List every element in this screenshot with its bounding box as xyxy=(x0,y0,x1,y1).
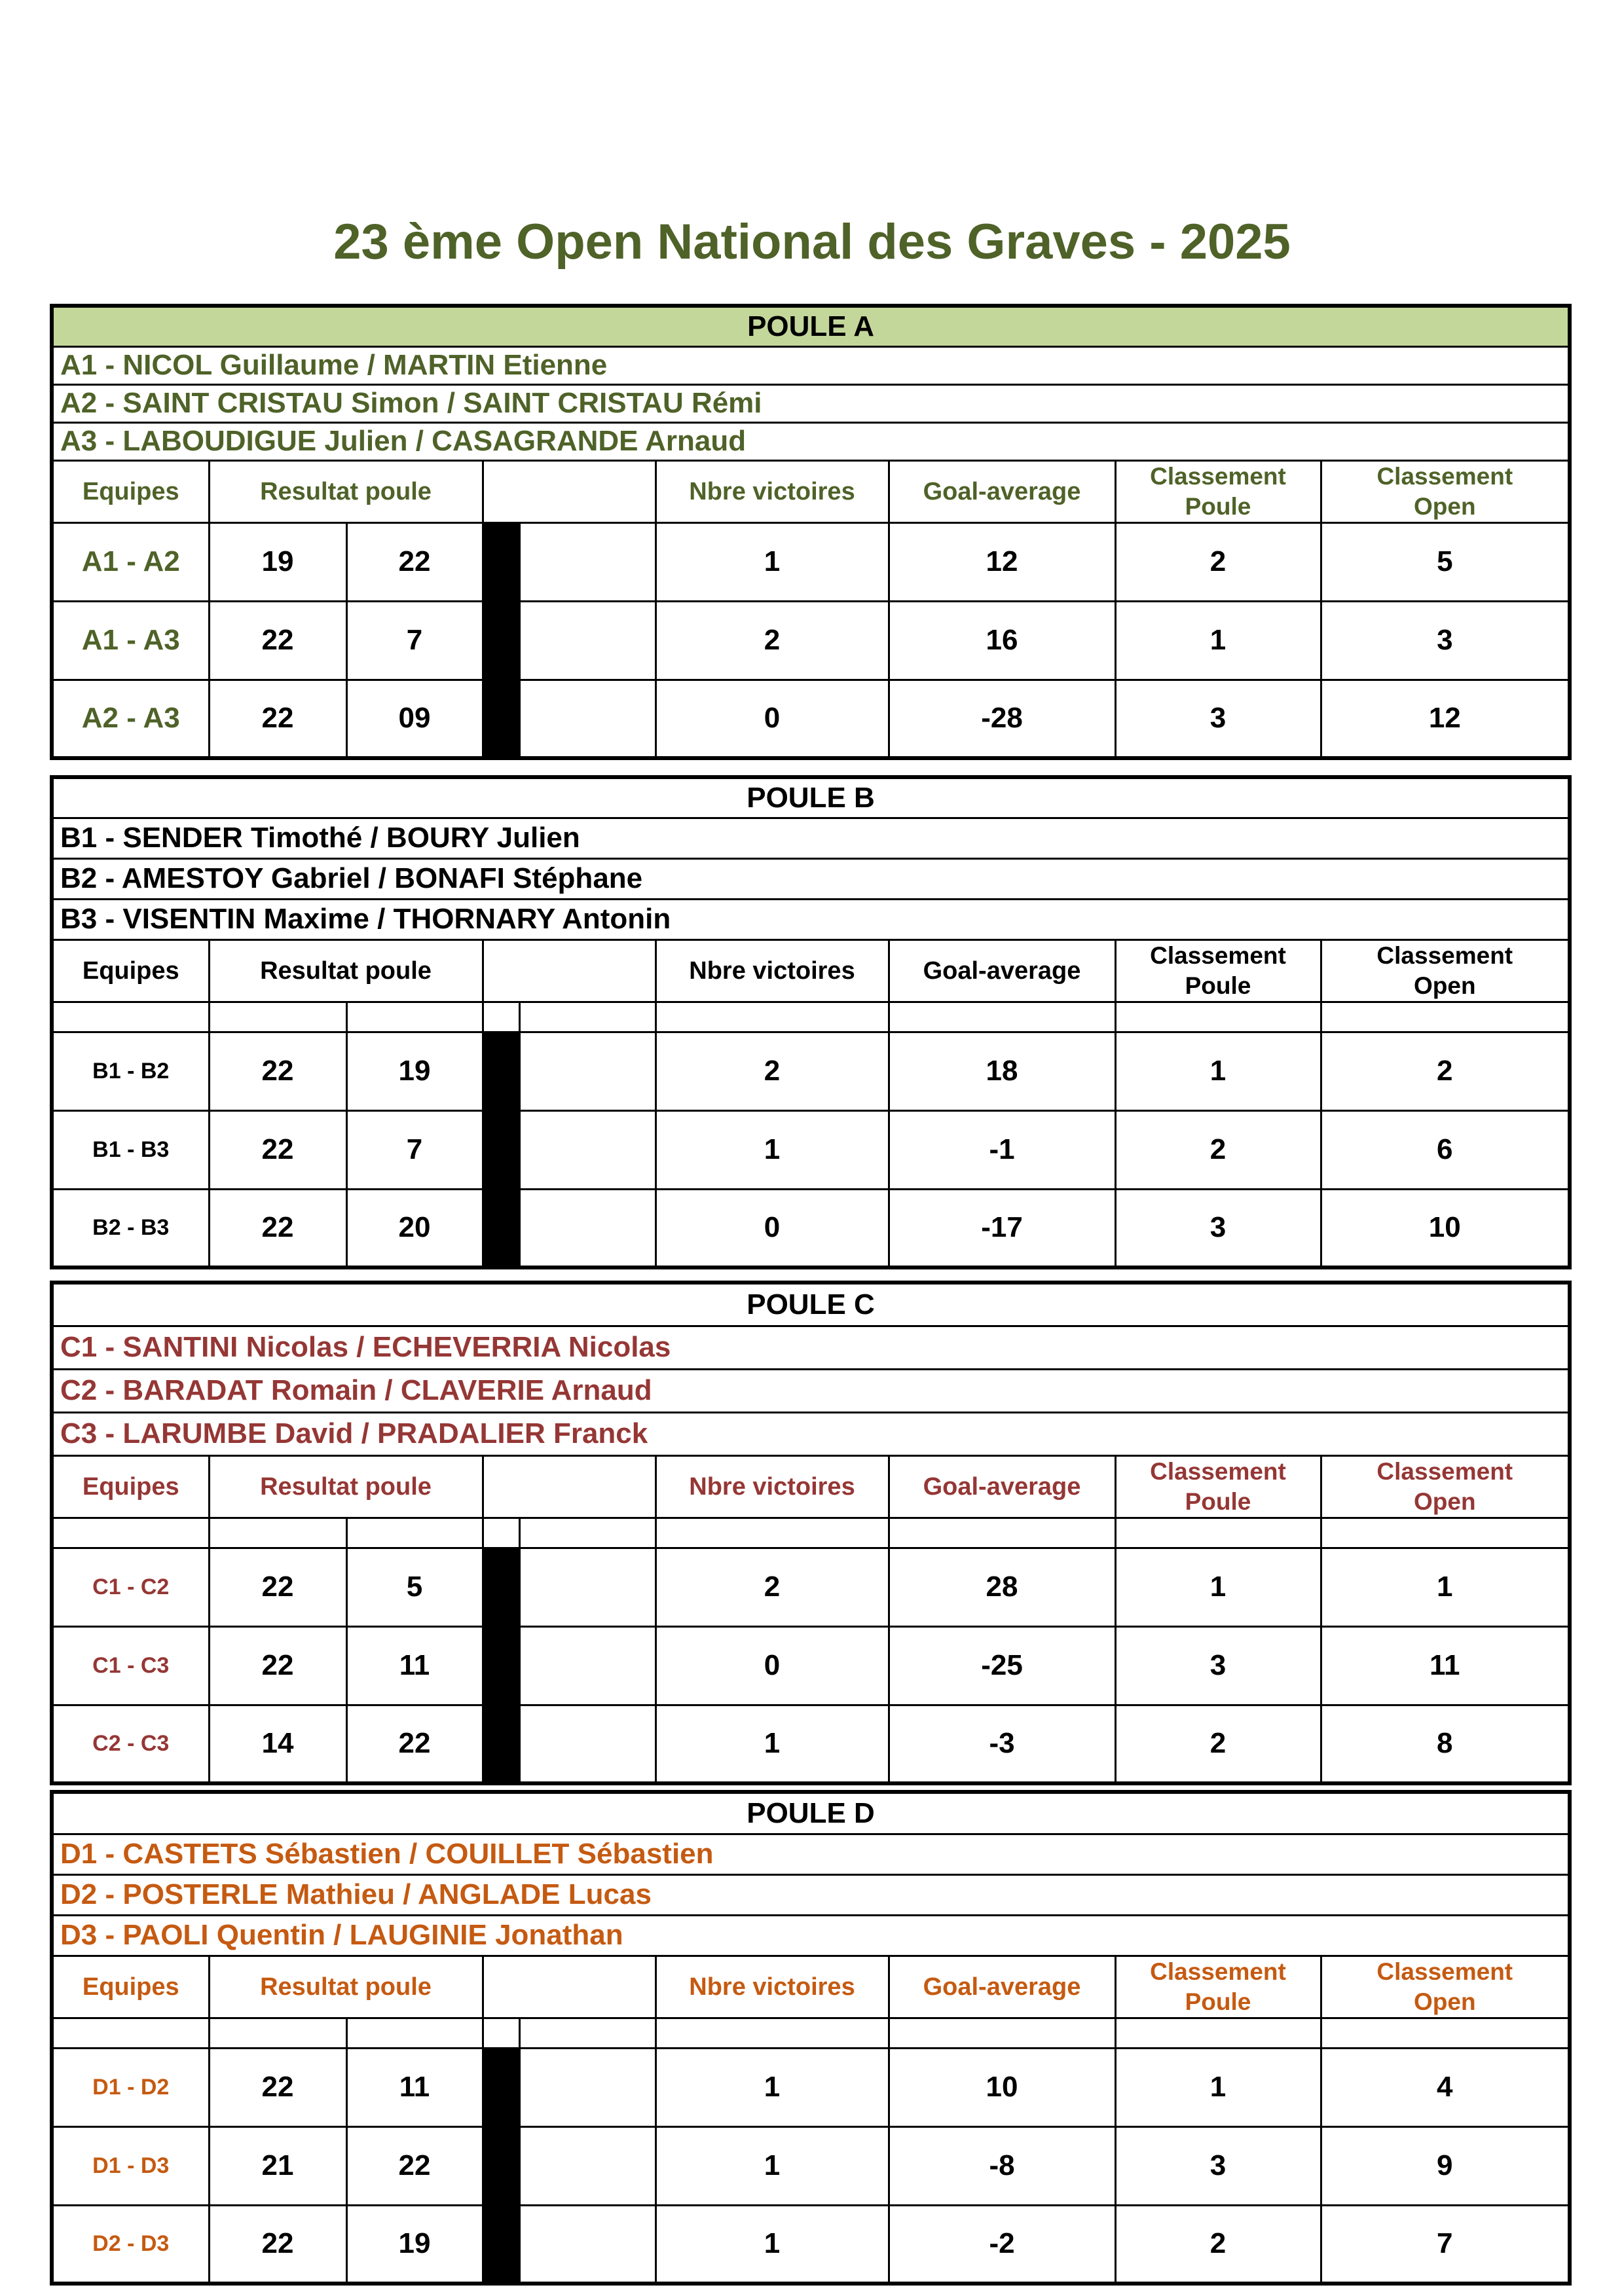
table-row xyxy=(52,2205,1570,2284)
header-classement-open: Classement Open xyxy=(1321,1455,1570,1518)
header-goal: Goal-average xyxy=(889,939,1115,1002)
header-victoires: Nbre victoires xyxy=(655,460,889,522)
score-1: 22 xyxy=(209,2205,346,2284)
score-1: 22 xyxy=(209,680,346,758)
match-label: C2 - C3 xyxy=(52,1705,209,1783)
victoires: 0 xyxy=(655,680,889,758)
goal-average: -28 xyxy=(889,680,1115,758)
match-label: A1 - A2 xyxy=(52,522,209,601)
black-separator xyxy=(483,1032,519,1110)
poule-a-title: POULE A xyxy=(52,306,1570,346)
header-classement-poule: Classement Poule xyxy=(1115,939,1321,1002)
header-goal: Goal-average xyxy=(889,1956,1115,2018)
table-row xyxy=(52,1032,1570,1110)
poule-a-team-1: A1 - NICOL Guillaume / MARTIN Etienne xyxy=(52,346,1570,384)
header-classement-open: Classement Open xyxy=(1321,1956,1570,2018)
victoires: 1 xyxy=(655,522,889,601)
score-1: 21 xyxy=(209,2126,346,2205)
black-separator xyxy=(483,680,519,758)
match-label: C1 - C3 xyxy=(52,1626,209,1705)
black-separator xyxy=(483,2205,519,2284)
empty-cell xyxy=(519,1705,655,1783)
header-empty xyxy=(483,939,655,1002)
table-row xyxy=(52,1626,1570,1705)
table-row xyxy=(52,680,1570,758)
score-2: 11 xyxy=(346,1626,483,1705)
match-label: B2 - B3 xyxy=(52,1189,209,1267)
classement-poule: 1 xyxy=(1115,2048,1321,2126)
empty-cell xyxy=(519,1110,655,1189)
classement-open: 5 xyxy=(1321,522,1570,601)
black-separator xyxy=(483,2048,519,2126)
poule-b xyxy=(50,775,1568,1261)
score-2: 09 xyxy=(346,680,483,758)
score-1: 19 xyxy=(209,522,346,601)
victoires: 1 xyxy=(655,1110,889,1189)
goal-average: 10 xyxy=(889,2048,1115,2126)
classement-open: 9 xyxy=(1321,2126,1570,2205)
classement-open: 4 xyxy=(1321,2048,1570,2126)
table-row xyxy=(52,522,1570,601)
empty-cell xyxy=(519,1032,655,1110)
empty-cell xyxy=(519,680,655,758)
poule-a-team-2: A2 - SAINT CRISTAU Simon / SAINT CRISTAU Rémi xyxy=(52,384,1570,422)
header-resultat: Resultat poule xyxy=(209,939,483,1002)
match-label: D2 - D3 xyxy=(52,2205,209,2284)
poule-c xyxy=(50,1281,1568,1772)
poule-a-team-3: A3 - LABOUDIGUE Julien / CASAGRANDE Arnaud xyxy=(52,422,1570,460)
poule-a xyxy=(50,304,1568,753)
classement-poule: 1 xyxy=(1115,1032,1321,1110)
black-separator xyxy=(483,1548,519,1626)
goal-average: -8 xyxy=(889,2126,1115,2205)
poule-c-table xyxy=(50,1281,1572,1785)
header-classement-poule: Classement Poule xyxy=(1115,1956,1321,2018)
header-goal: Goal-average xyxy=(889,1455,1115,1518)
empty-cell xyxy=(519,601,655,680)
table-row xyxy=(52,2126,1570,2205)
poule-b-table xyxy=(50,775,1572,1269)
classement-poule: 3 xyxy=(1115,1626,1321,1705)
empty-cell xyxy=(519,522,655,601)
classement-open: 6 xyxy=(1321,1110,1570,1189)
poule-d-table xyxy=(50,1790,1572,2286)
header-resultat: Resultat poule xyxy=(209,460,483,522)
table-row xyxy=(52,1548,1570,1626)
victoires: 1 xyxy=(655,2048,889,2126)
victoires: 2 xyxy=(655,601,889,680)
victoires: 1 xyxy=(655,2126,889,2205)
victoires: 0 xyxy=(655,1626,889,1705)
empty-cell xyxy=(519,1189,655,1267)
header-empty xyxy=(483,1455,655,1518)
black-separator xyxy=(483,1110,519,1189)
page-title: 23 ème Open National des Graves - 2025 xyxy=(333,214,1291,270)
poule-b-title: POULE B xyxy=(52,777,1570,818)
classement-poule: 2 xyxy=(1115,2205,1321,2284)
match-label: B1 - B3 xyxy=(52,1110,209,1189)
poule-a-table xyxy=(50,304,1572,760)
match-label: D1 - D2 xyxy=(52,2048,209,2126)
classement-open: 7 xyxy=(1321,2205,1570,2284)
header-equipes: Equipes xyxy=(52,1455,209,1518)
classement-poule: 2 xyxy=(1115,522,1321,601)
header-victoires: Nbre victoires xyxy=(655,1956,889,2018)
score-1: 22 xyxy=(209,1189,346,1267)
empty-cell xyxy=(519,1548,655,1626)
score-2: 22 xyxy=(346,1705,483,1783)
black-separator xyxy=(483,1626,519,1705)
classement-open: 8 xyxy=(1321,1705,1570,1783)
poule-d-team-1: D1 - CASTETS Sébastien / COUILLET Sébastien xyxy=(52,1834,1570,1874)
goal-average: -2 xyxy=(889,2205,1115,2284)
victoires: 1 xyxy=(655,1705,889,1783)
poule-b-team-3: B3 - VISENTIN Maxime / THORNARY Antonin xyxy=(52,899,1570,939)
empty-cell xyxy=(519,2048,655,2126)
header-classement-open: Classement Open xyxy=(1321,939,1570,1002)
victoires: 0 xyxy=(655,1189,889,1267)
spacer-row xyxy=(52,1002,1570,1032)
match-label: C1 - C2 xyxy=(52,1548,209,1626)
score-2: 5 xyxy=(346,1548,483,1626)
match-label: B1 - B2 xyxy=(52,1032,209,1110)
score-1: 22 xyxy=(209,1626,346,1705)
classement-poule: 3 xyxy=(1115,2126,1321,2205)
score-2: 20 xyxy=(346,1189,483,1267)
empty-cell xyxy=(519,1626,655,1705)
score-2: 22 xyxy=(346,2126,483,2205)
score-1: 22 xyxy=(209,1548,346,1626)
header-resultat: Resultat poule xyxy=(209,1455,483,1518)
black-separator xyxy=(483,522,519,601)
black-separator xyxy=(483,2126,519,2205)
poule-c-team-3: C3 - LARUMBE David / PRADALIER Franck xyxy=(52,1412,1570,1455)
poule-d xyxy=(50,1790,1568,2277)
poule-b-team-1: B1 - SENDER Timothé / BOURY Julien xyxy=(52,818,1570,858)
classement-open: 11 xyxy=(1321,1626,1570,1705)
score-2: 19 xyxy=(346,1032,483,1110)
classement-poule: 1 xyxy=(1115,1548,1321,1626)
score-2: 22 xyxy=(346,522,483,601)
score-1: 22 xyxy=(209,1110,346,1189)
poule-d-team-3: D3 - PAOLI Quentin / LAUGINIE Jonathan xyxy=(52,1915,1570,1956)
header-resultat: Resultat poule xyxy=(209,1956,483,2018)
score-2: 11 xyxy=(346,2048,483,2126)
score-2: 7 xyxy=(346,601,483,680)
score-2: 19 xyxy=(346,2205,483,2284)
header-classement-poule: Classement Poule xyxy=(1115,460,1321,522)
poule-d-team-2: D2 - POSTERLE Mathieu / ANGLADE Lucas xyxy=(52,1874,1570,1915)
header-equipes: Equipes xyxy=(52,939,209,1002)
table-row xyxy=(52,1189,1570,1267)
table-row xyxy=(52,1110,1570,1189)
goal-average: 18 xyxy=(889,1032,1115,1110)
classement-poule: 1 xyxy=(1115,601,1321,680)
match-label: A1 - A3 xyxy=(52,601,209,680)
classement-poule: 3 xyxy=(1115,1189,1321,1267)
poule-c-title: POULE C xyxy=(52,1283,1570,1326)
score-1: 14 xyxy=(209,1705,346,1783)
goal-average: -3 xyxy=(889,1705,1115,1783)
spacer-row xyxy=(52,2018,1570,2048)
poule-d-title: POULE D xyxy=(52,1792,1570,1834)
poule-c-team-1: C1 - SANTINI Nicolas / ECHEVERRIA Nicolas xyxy=(52,1326,1570,1369)
classement-open: 3 xyxy=(1321,601,1570,680)
match-label: A2 - A3 xyxy=(52,680,209,758)
classement-open: 12 xyxy=(1321,680,1570,758)
score-1: 22 xyxy=(209,2048,346,2126)
header-empty xyxy=(483,1956,655,2018)
black-separator xyxy=(483,1705,519,1783)
score-2: 7 xyxy=(346,1110,483,1189)
table-row xyxy=(52,1705,1570,1783)
classement-poule: 3 xyxy=(1115,680,1321,758)
black-separator xyxy=(483,601,519,680)
goal-average: -1 xyxy=(889,1110,1115,1189)
classement-poule: 2 xyxy=(1115,1110,1321,1189)
header-victoires: Nbre victoires xyxy=(655,939,889,1002)
goal-average: -17 xyxy=(889,1189,1115,1267)
victoires: 2 xyxy=(655,1548,889,1626)
score-1: 22 xyxy=(209,601,346,680)
poule-b-team-2: B2 - AMESTOY Gabriel / BONAFI Stéphane xyxy=(52,858,1570,899)
match-label: D1 - D3 xyxy=(52,2126,209,2205)
score-1: 22 xyxy=(209,1032,346,1110)
victoires: 1 xyxy=(655,2205,889,2284)
goal-average: 28 xyxy=(889,1548,1115,1626)
goal-average: 12 xyxy=(889,522,1115,601)
header-victoires: Nbre victoires xyxy=(655,1455,889,1518)
empty-cell xyxy=(519,2205,655,2284)
classement-poule: 2 xyxy=(1115,1705,1321,1783)
table-row xyxy=(52,601,1570,680)
poule-c-team-2: C2 - BARADAT Romain / CLAVERIE Arnaud xyxy=(52,1369,1570,1412)
header-goal: Goal-average xyxy=(889,460,1115,522)
header-classement-open: Classement Open xyxy=(1321,460,1570,522)
table-row xyxy=(52,2048,1570,2126)
classement-open: 2 xyxy=(1321,1032,1570,1110)
goal-average: -25 xyxy=(889,1626,1115,1705)
header-equipes: Equipes xyxy=(52,1956,209,2018)
header-equipes: Equipes xyxy=(52,460,209,522)
header-empty xyxy=(483,460,655,522)
classement-open: 1 xyxy=(1321,1548,1570,1626)
goal-average: 16 xyxy=(889,601,1115,680)
classement-open: 10 xyxy=(1321,1189,1570,1267)
spacer-row xyxy=(52,1518,1570,1548)
black-separator xyxy=(483,1189,519,1267)
empty-cell xyxy=(519,2126,655,2205)
header-classement-poule: Classement Poule xyxy=(1115,1455,1321,1518)
victoires: 2 xyxy=(655,1032,889,1110)
